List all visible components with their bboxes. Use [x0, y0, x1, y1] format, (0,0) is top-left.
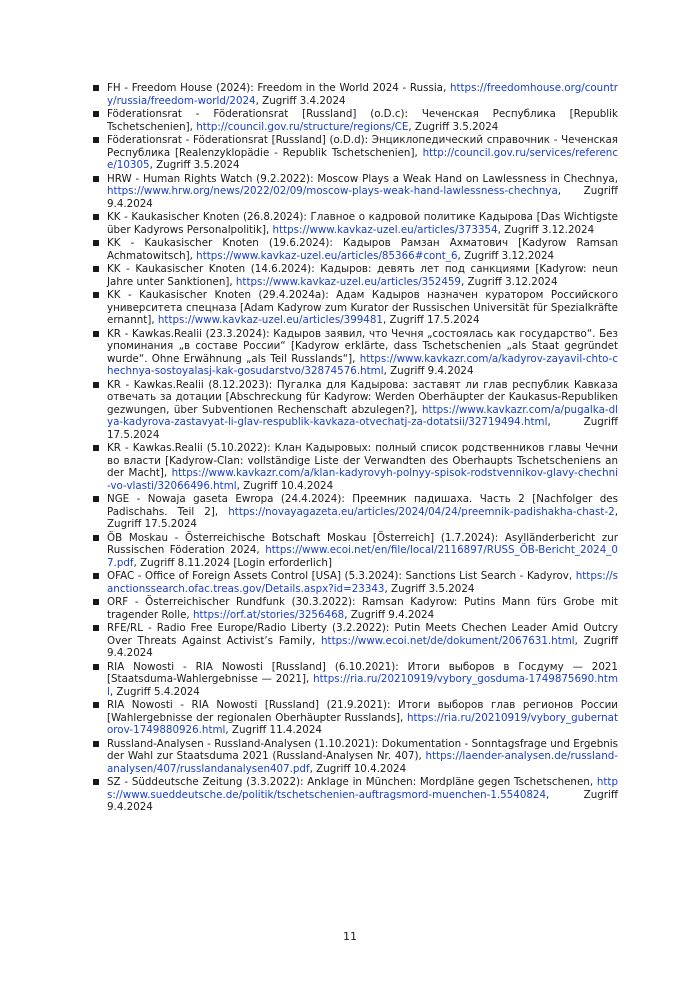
reference-access-date: , Zugriff 3.12.2024 [457, 249, 555, 262]
reference-list [92, 82, 618, 815]
list-item [92, 237, 618, 262]
list-item [92, 442, 618, 492]
reference-text: RIA Nowosti - RIA Nowosti [Russland] (6.10.2021): Итоги выборов в Госдуму — 2021 [Staatsduma-Wahlergebnisse — 2021], [107, 660, 618, 685]
reference-link[interactable]: https://www.kavkaz-uzel.eu/articles/399481 [157, 314, 383, 326]
reference-text: HRW - Human Rights Watch (9.2.2022): Moscow Plays a Weak Hand on Lawlessness in Chechnya, [107, 172, 618, 185]
list-item [92, 776, 618, 814]
reference-text: SZ - Süddeutsche Zeitung (3.3.2022): Anklage in München: Mordpläne gegen Tschetschenen, [107, 776, 597, 788]
reference-access-date: , Zugriff 9.4.2024 [107, 634, 618, 659]
bullet-icon [93, 741, 99, 747]
reference-access-date: , Zugriff 3.4.2024 [255, 94, 346, 107]
bullet-icon [93, 331, 99, 337]
reference-access-date: , Zugriff 17.5.2024 [107, 416, 618, 441]
bullet-icon [93, 496, 99, 502]
list-item [92, 596, 618, 621]
reference-link[interactable]: https://www.kavkazr.com/a/kadyrov-zayavil-chto-chechnya-sostoyalasj-kak-gosudarstvo/32874576.html [107, 352, 618, 377]
list-item [92, 493, 618, 531]
bullet-icon [93, 573, 99, 579]
reference-text: KK - Kaukasischer Knoten (26.8.2024): Главное о кадровой политике Кадырова [Das Wichtigste über Kadyrows Personalpolitik], [107, 211, 618, 236]
list-item [92, 108, 618, 133]
reference-access-date: , Zugriff 9.4.2024 [383, 365, 474, 377]
reference-link[interactable]: https://ria.ru/20210919/vybory_gubernatorov-1749880926.html [107, 711, 618, 736]
reference-text: RFE/RL - Radio Free Europe/Radio Liberty (3.2.2022): Putin Meets Chechen Leader Amid Outcry Over Threats Against Activist’s Family, [107, 622, 618, 647]
bullet-icon [93, 214, 99, 220]
list-item [92, 532, 618, 570]
reference-text: Föderationsrat - Föderationsrat [Russland] (o.D.d): Энциклопедический справочник - Чеченская Республика [Realenzyklopädie - Republik Tschetschenien], [107, 134, 618, 159]
bullet-icon [93, 240, 99, 246]
reference-link[interactable]: https://novayagazeta.eu/articles/2024/04/24/preemnik-padishakha-chast-2 [228, 505, 615, 518]
reference-access-date: , Zugriff 3.12.2024 [497, 223, 595, 236]
list-item [92, 211, 618, 236]
reference-access-date: , Zugriff 3.5.2024 [408, 120, 499, 133]
reference-access-date: , Zugriff 17.5.2024 [382, 314, 480, 326]
reference-link[interactable]: https://www.sueddeutsche.de/politik/tschetschenien-auftragsmord-muenchen-1.5540824 [107, 776, 618, 801]
reference-text: KK - Kaukasischer Knoten (29.4.2024a): Адам Кадыров назначен куратором Российского университета спецназа [Adam Kadyrow zum Kurator der Russischen Universität für Spezialkräfte ernannt], [107, 289, 618, 326]
reference-text: KR - Kawkas.Realii (5.10.2022): Клан Кадыровых: полный список родственников главы Чечни во власти [Kadyrow-Clan: vollständige Liste der Verwandten des Oberhaupts Tschetscheniens an der Macht], [107, 442, 618, 479]
reference-link[interactable]: https://freedomhouse.org/country/russia/freedom-world/2024 [107, 82, 618, 107]
reference-link[interactable]: http://council.gov.ru/structure/regions/CE [196, 120, 409, 133]
reference-link[interactable]: https://laender-analysen.de/russland-analysen/407/russlandanalysen407.pdf [107, 750, 618, 775]
reference-access-date: , Zugriff 3.5.2024 [149, 159, 240, 171]
reference-link[interactable]: http://council.gov.ru/services/reference/10305 [107, 146, 618, 171]
list-item [92, 738, 618, 776]
reference-text: FH - Freedom House (2024): Freedom in the World 2024 - Russia, [107, 82, 450, 94]
reference-text: ÖB Moskau - Österreichische Botschaft Moskau [Österreich] (1.7.2024): Asylländerbericht zur Russischen Föderation 2024, [107, 531, 618, 556]
reference-text: KK - Kaukasischer Knoten (14.6.2024): Кадыров: девять лет под санкциями [Kadyrow: neun Jahre unter Sanktionen], [107, 263, 618, 288]
reference-link[interactable]: https://ria.ru/20210919/vybory_gosduma-1749875690.html [107, 673, 618, 698]
reference-access-date: , Zugriff 9.4.2024 [107, 788, 618, 813]
bullet-icon [93, 292, 99, 298]
reference-text: RIA Nowosti - RIA Nowosti [Russland] (21.9.2021): Итоги выборов глав регионов России [Wahlergebnisse der regionalen Oberhäupter Russlands], [107, 699, 618, 724]
reference-access-date: , Zugriff 11.4.2024 [225, 724, 322, 736]
reference-access-date: , Zugriff 8.11.2024 [Login erforderlich] [133, 556, 332, 569]
list-item [92, 622, 618, 660]
reference-link[interactable]: https://www.kavkaz-uzel.eu/articles/85366#cont_6 [196, 249, 458, 262]
list-item [92, 699, 618, 737]
reference-text: NGE - Nowaja gaseta Ewropa (24.4.2024): Преемник падишаха. Часть 2 [Nachfolger des Padischahs. Teil 2], [107, 493, 618, 518]
bullet-icon [93, 779, 99, 785]
reference-link[interactable]: https://www.hrw.org/news/2022/02/09/moscow-plays-weak-hand-lawlessness-chechnya [107, 185, 558, 197]
bullet-icon [93, 111, 99, 117]
list-item [92, 173, 618, 211]
bullet-icon [93, 664, 99, 670]
list-item [92, 82, 618, 107]
reference-access-date: , Zugriff 5.4.2024 [109, 685, 200, 698]
reference-link[interactable]: https://www.kavkazr.com/a/pugalka-dlya-kadyrova-zastavyat-li-glav-respublik-kavkaza-otvechatj-za-dotatsii/32719494.html [107, 403, 618, 428]
reference-link[interactable]: https://www.kavkazr.com/a/klan-kadyrovyh-polnyy-spisok-rodstvennikov-glavy-chechni-vo-vlasti/32066496.html [107, 467, 618, 492]
reference-access-date: , Zugriff 10.4.2024 [236, 479, 334, 492]
list-item [92, 570, 618, 595]
reference-link[interactable]: https://www.ecoi.net/en/file/local/2116897/RUSS_ÖB-Bericht_2024_07.pdf [107, 544, 618, 569]
reference-text: Russland-Analysen - Russland-Analysen (1.10.2021): Dokumentation - Sonntagsfrage und Ergebnis der Wahl zur Staatsduma 2021 (Russland-Analysen Nr. 407), [107, 737, 618, 762]
reference-access-date: , Zugriff 9.4.2024 [107, 185, 618, 210]
bullet-icon [93, 382, 99, 388]
page-number: 11 [343, 930, 357, 943]
reference-access-date: , Zugriff 3.5.2024 [384, 582, 475, 595]
bullet-icon [93, 445, 99, 451]
reference-access-date: , Zugriff 17.5.2024 [107, 505, 618, 530]
bullet-icon [93, 176, 99, 182]
list-item [92, 134, 618, 172]
reference-text: KR - Kawkas.Realii (23.3.2024): Кадыров заявил, что Чечня „состоялась как государство“. Без упоминания „в составе России“ [Kadyrow erklärte, dass Tschetschenien „als Staat gegründet wurde“. Ohne Erwähnung „als Teil Russlands“], [107, 327, 618, 365]
reference-link[interactable]: https://www.ecoi.net/de/dokument/2067631.html [321, 634, 575, 647]
reference-text: KR - Kawkas.Realii (8.12.2023): Пугалка для Кадырова: заставят ли глав республик Кавказа отвечать за дотации [Abschreckung für Kadyrow: Werden Oberhäupter der Kaukasus-Republiken gezwungen, über Subventionen Rechenschaft abzulegen?], [107, 378, 618, 416]
list-item [92, 263, 618, 288]
bullet-icon [93, 535, 99, 541]
reference-access-date: , Zugriff 9.4.2024 [344, 608, 435, 621]
reference-text: Föderationsrat - Föderationsrat [Russland] (o.D.c): Чеченская Республика [Republik Tschetschenien], [107, 108, 618, 133]
bullet-icon [93, 702, 99, 708]
reference-access-date: , Zugriff 3.12.2024 [460, 275, 558, 288]
bullet-icon [93, 137, 99, 143]
reference-link[interactable]: https://orf.at/stories/3256468 [192, 608, 345, 621]
reference-text: OFAC - Office of Foreign Assets Control [USA] (5.3.2024): Sanctions List Search - Kadyrov, [107, 570, 576, 582]
reference-link[interactable]: https://www.kavkaz-uzel.eu/articles/373354 [272, 223, 498, 236]
list-item [92, 661, 618, 699]
reference-access-date: , Zugriff 10.4.2024 [309, 762, 407, 775]
bullet-icon [93, 85, 99, 91]
list-item [92, 379, 618, 442]
reference-text: ORF - Österreichischer Rundfunk (30.3.2022): Ramsan Kadyrow: Putins Mann fürs Grobe mit tragender Rolle, [107, 596, 618, 621]
reference-link[interactable]: https://www.kavkaz-uzel.eu/articles/352459 [235, 275, 461, 288]
list-item [92, 289, 618, 327]
reference-text: KK - Kaukasischer Knoten (19.6.2024): Кадыров Рамзан Ахматович [Kadyrow Ramsan Achmatowitsch], [107, 237, 618, 262]
bullet-icon [93, 625, 99, 631]
bullet-icon [93, 266, 99, 272]
list-item [92, 328, 618, 378]
reference-link[interactable]: https://sanctionssearch.ofac.treas.gov/Details.aspx?id=23343 [107, 570, 618, 595]
bullet-icon [93, 599, 99, 605]
